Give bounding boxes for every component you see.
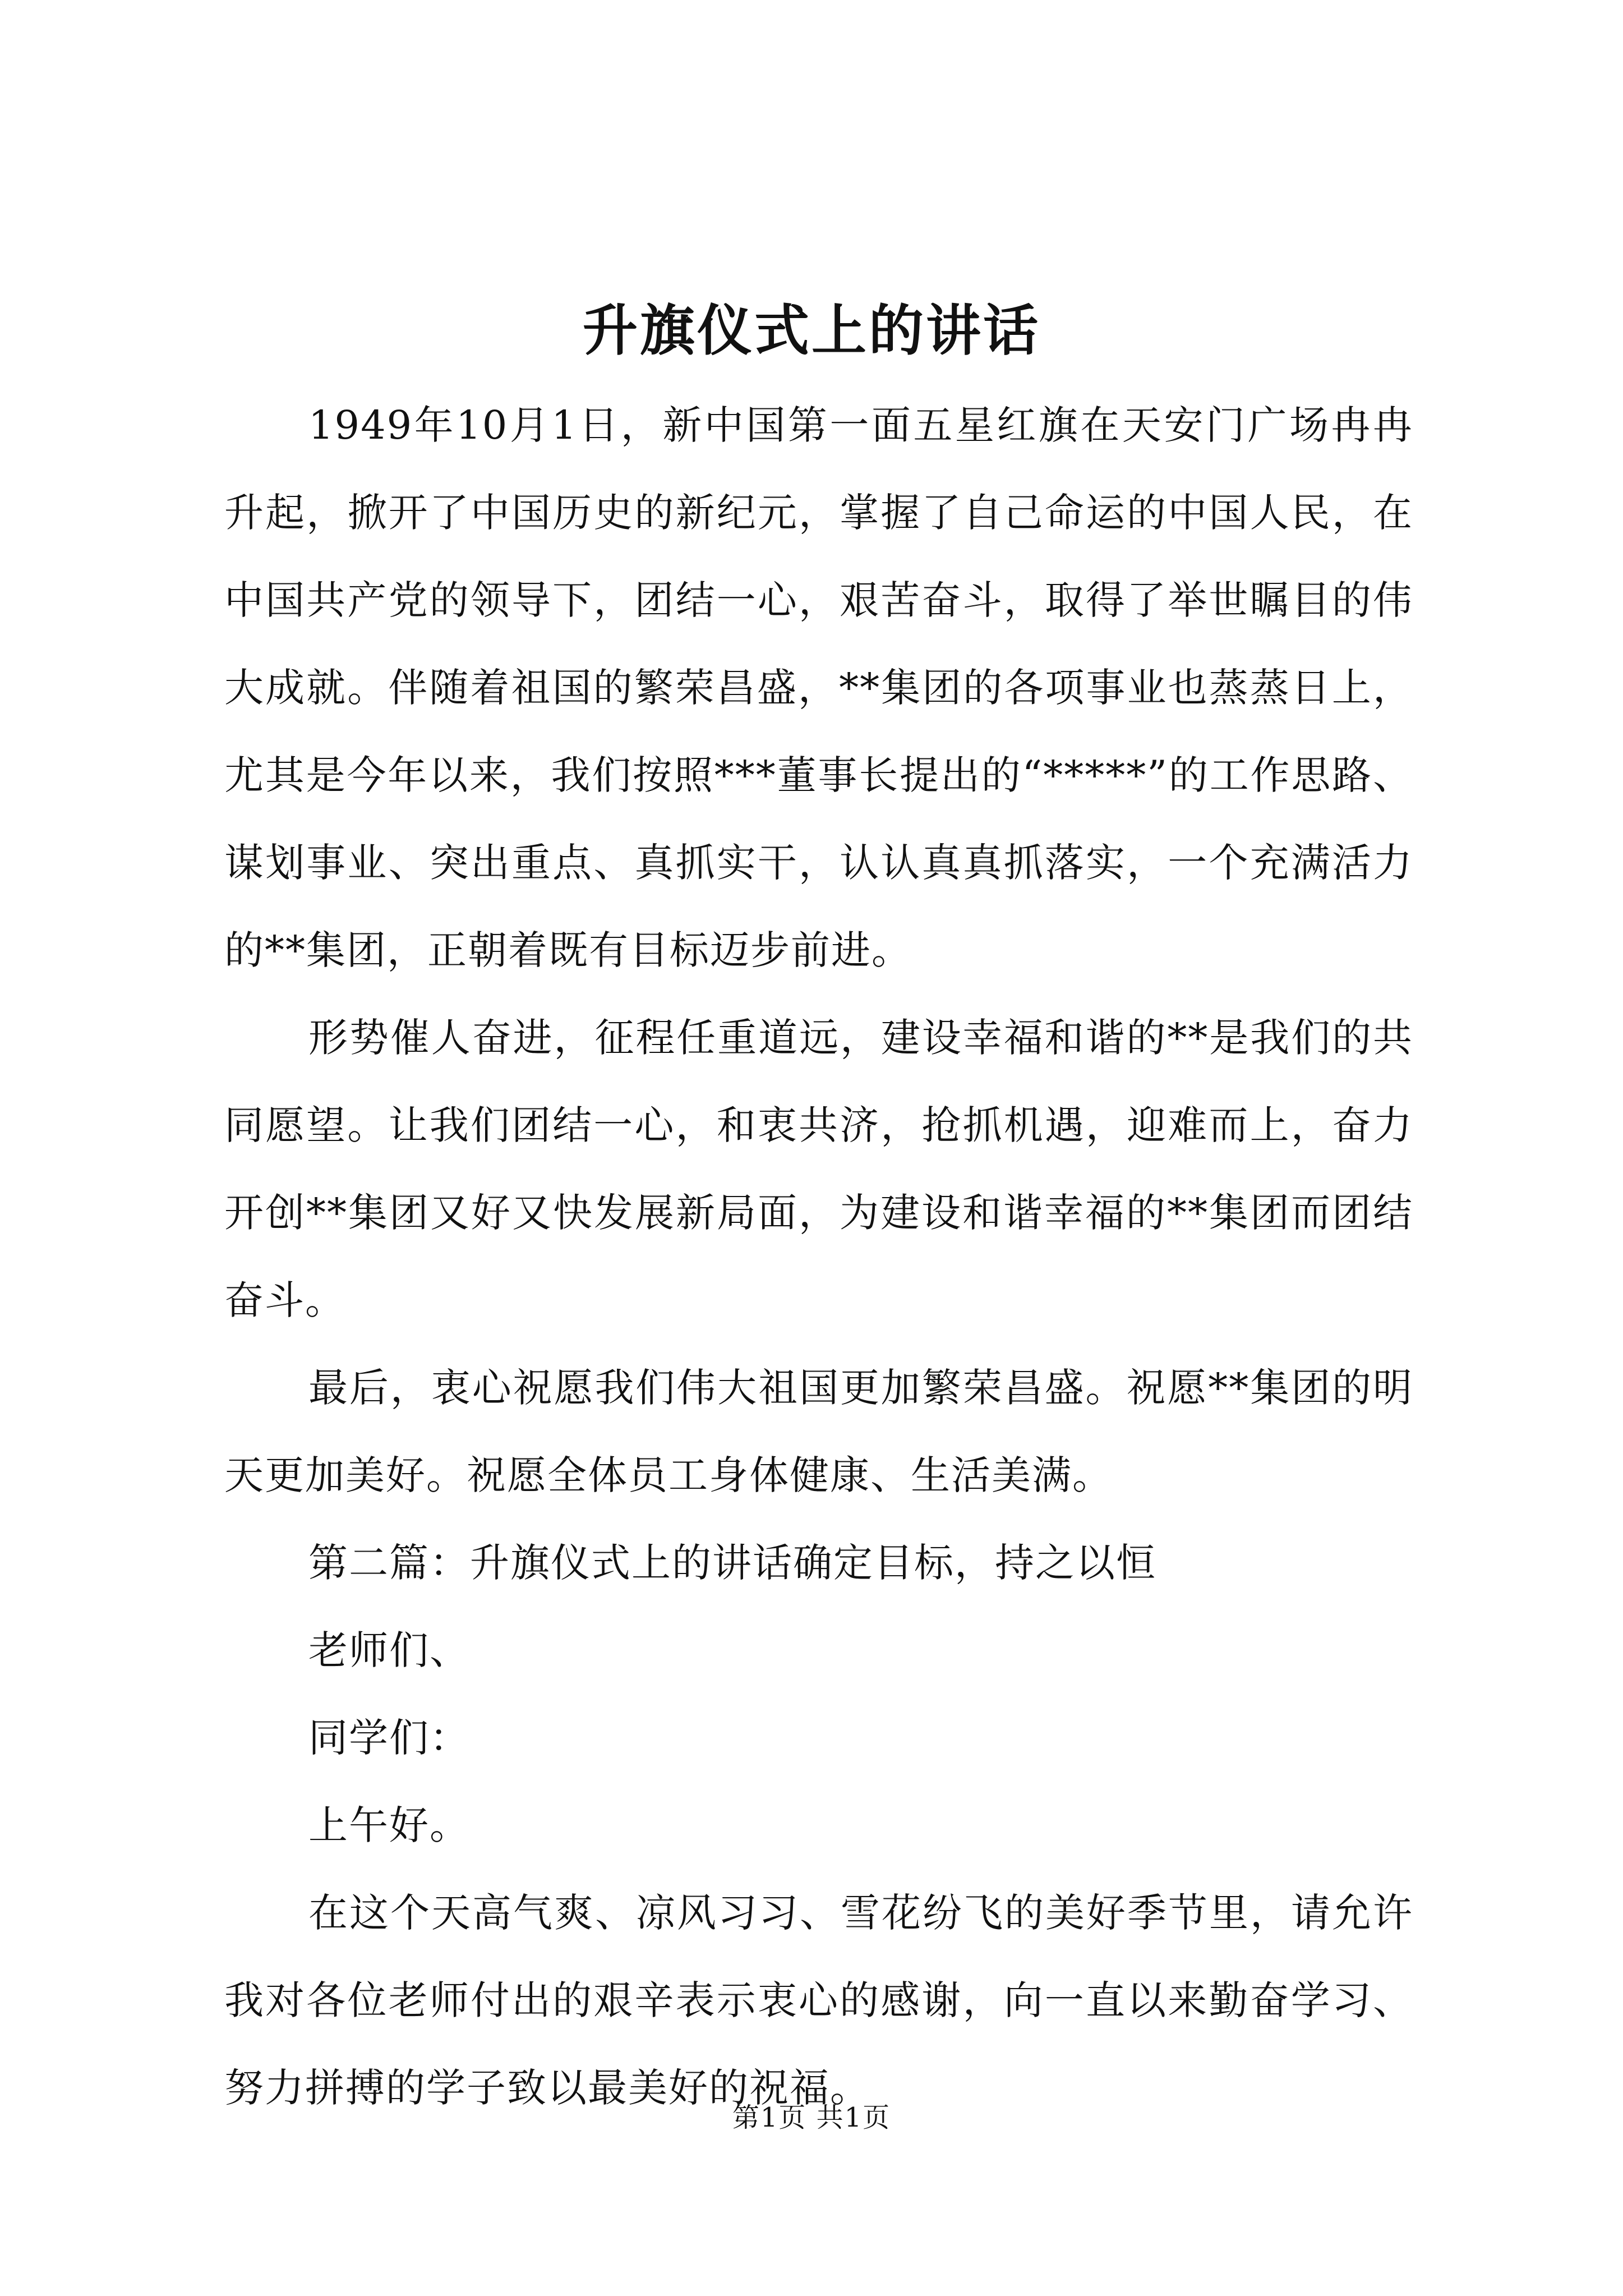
salutation-teachers: 老师们、 [308,1627,470,1673]
document-body [224,381,1413,2132]
paragraph-2: 形势催人奋进，征程任重道远，建设幸福和谐的**是我们的共同愿望。让我们团结一心，和衷共济，抢抓机遇，迎难而上，奋力开创**集团又好又快发展新局面，为建设和谐幸福的**集团而团结奋斗。 [224,1015,1413,1323]
closing-paragraph: 在这个天高气爽、凉风习习、雪花纷飞的美好季节里，请允许我对各位老师付出的艰辛表示衷心的感谢，向一直以来勤奋学习、努力拼搏的学子致以最美好的祝福。 [224,1890,1413,2111]
page-footer: 第1页 共1页 [732,2102,891,2133]
section-heading: 第二篇：升旗仪式上的讲话确定目标，持之以恒 [308,1540,1156,1586]
salutation-students: 同学们： [308,1715,470,1761]
greeting: 上午好。 [308,1802,470,1848]
paragraph-3: 最后，衷心祝愿我们伟大祖国更加繁荣昌盛。祝愿**集团的明天更加美好。祝愿全体员工身体健康、生活美满。 [224,1365,1413,1498]
document-title: 升旗仪式上的讲话 [582,298,1040,363]
paragraph-1: 1949年10月1日，新中国第一面五星红旗在天安门广场冉冉升起，掀开了中国历史的新纪元，掌握了自己命运的中国人民，在中国共产党的领导下，团结一心，艰苦奋斗，取得了举世瞩目的伟大成就。伴随着祖国的繁荣昌盛，**集团的各项事业也蒸蒸日上，尤其是今年以来，我们按照***董事长提出的“*****”的工作思路、谋划事业、突出重点、真抓实干，认认真真抓落实，一个充满活力的**集团，正朝着既有目标迈步前进。 [224,402,1413,973]
